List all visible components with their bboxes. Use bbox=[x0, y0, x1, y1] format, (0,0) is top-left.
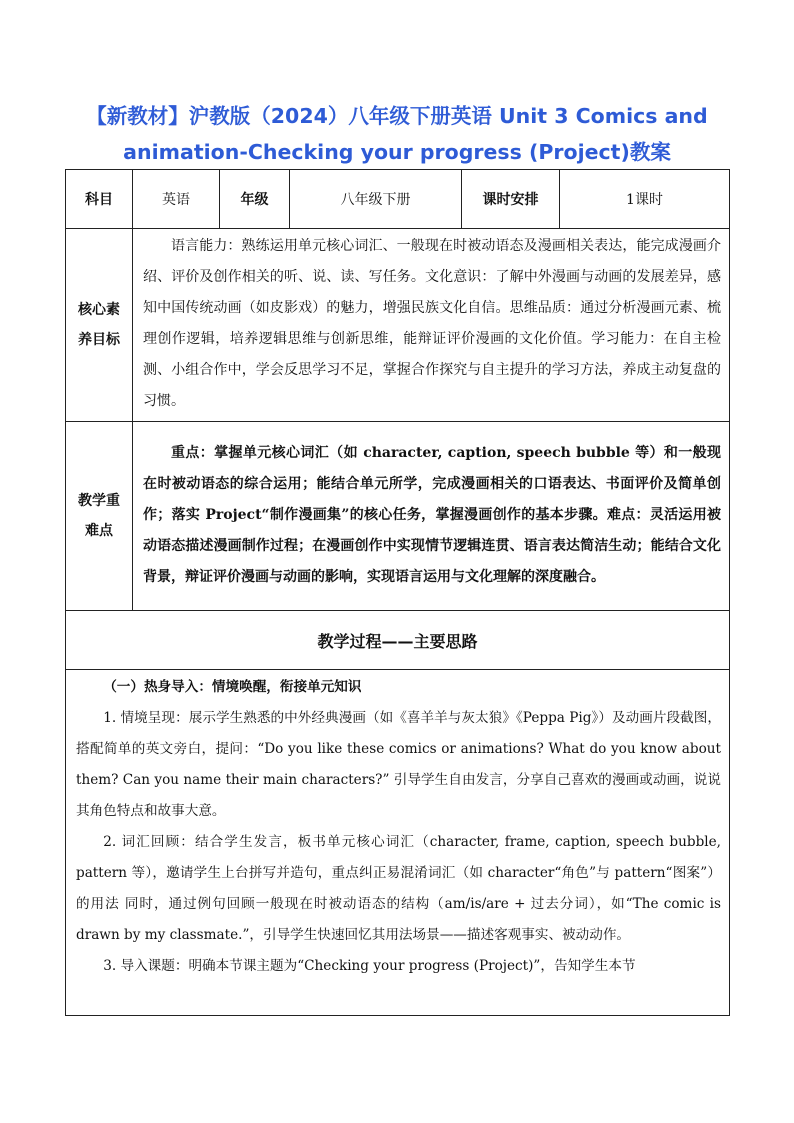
process-content-row bbox=[66, 670, 730, 1016]
step-1-paragraph: 1. 情境呈现：展示学生熟悉的中外经典漫画（如《喜羊羊与灰太狼》《Peppa Pig》）及动画片段截图，搭配简单的英文旁白，提问：“Do you like these comics or animations? What do you know about them? Can you name their main characters?” 引导学生自由发言，分享自己喜欢的漫画或动画，说说其角色特点和故事大意。 bbox=[76, 710, 721, 819]
process-title: 教学过程——主要思路 bbox=[66, 611, 730, 670]
section-heading: （一）热身导入：情境唤醒，衔接单元知识 bbox=[103, 679, 362, 695]
hours-value: 1课时 bbox=[560, 170, 730, 229]
step-3-paragraph: 3. 导入课题：明确本节课主题为“Checking your progress (Project)”，告知学生本节 bbox=[103, 958, 636, 974]
grade-value: 八年级下册 bbox=[290, 170, 462, 229]
core-goals-label: 核心素养目标 bbox=[66, 229, 133, 422]
subject-label: 科目 bbox=[66, 170, 133, 229]
process-title-row bbox=[66, 611, 730, 670]
hours-label: 课时安排 bbox=[462, 170, 560, 229]
core-goals-row bbox=[66, 229, 730, 422]
process-content bbox=[66, 670, 730, 1016]
header-row bbox=[66, 170, 730, 229]
key-points-row bbox=[66, 422, 730, 611]
key-points-label: 教学重难点 bbox=[66, 422, 133, 611]
subject-value: 英语 bbox=[133, 170, 220, 229]
step-2-paragraph: 2. 词汇回顾：结合学生发言，板书单元核心词汇（character, frame, caption, speech bubble, pattern 等），邀请学生上台拼写并造句，重点纠正易混淆词汇（如 character“角色”与 pattern“图案”）的用法 同时，通过例句回顾一般现在时被动语态的结构（am/is/are + 过去分词），如“The comic is drawn by my classmate.”，引导学生快速回忆其用法场景——描述客观事实、被动动作。 bbox=[76, 834, 721, 943]
lesson-plan-table bbox=[65, 169, 730, 1016]
document-title: 【新教材】沪教版（2024）八年级下册英语 Unit 3 Comics and animation-Checking your progress (Project)教案 bbox=[86, 104, 708, 164]
grade-label: 年级 bbox=[220, 170, 290, 229]
key-points-text: 重点：掌握单元核心词汇（如 character, caption, speech bubble 等）和一般现在时被动语态的综合运用；能结合单元所学，完成漫画相关的口语表达、书面评价及简单创作；落实 Project“制作漫画集”的核心任务，掌握漫画创作的基本步骤。难点：灵活运用被动语态描述漫画制作过程；在漫画创作中实现情节逻辑连贯、语言表达简洁生动；能结合文化背景，辩证评价漫画与动画的影响，实现语言运用与文化理解的深度融合。 bbox=[133, 422, 730, 611]
core-goals-text: 语言能力：熟练运用单元核心词汇、一般现在时被动语态及漫画相关表达，能完成漫画介绍、评价及创作相关的听、说、读、写任务。文化意识：了解中外漫画与动画的发展差异，感知中国传统动画（如皮影戏）的魅力，增强民族文化自信。思维品质：通过分析漫画元素、梳理创作逻辑，培养逻辑思维与创新思维，能辩证评价漫画的文化价值。学习能力：在自主检测、小组合作中，学会反思学习不足，掌握合作探究与自主提升的学习方法，养成主动复盘的习惯。 bbox=[133, 229, 730, 422]
